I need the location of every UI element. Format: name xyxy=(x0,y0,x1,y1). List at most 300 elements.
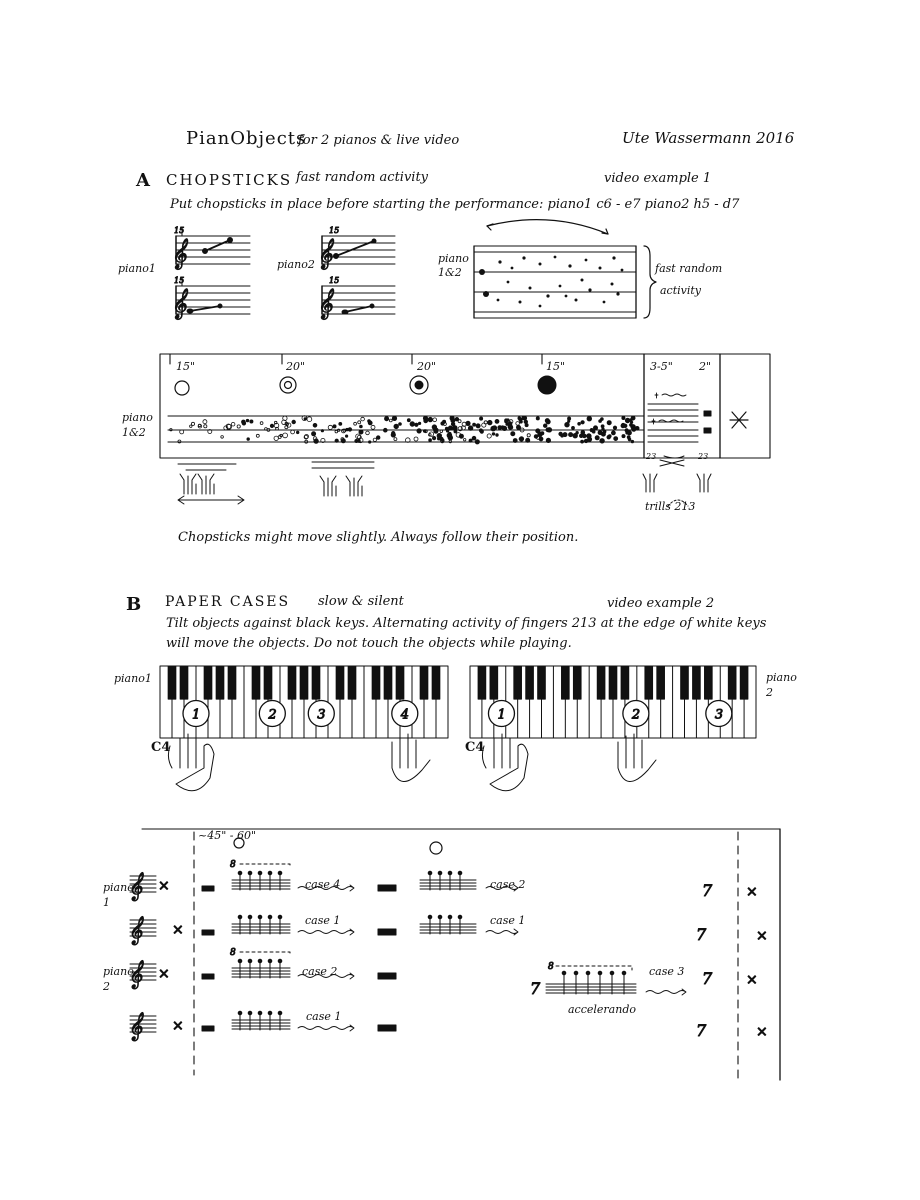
activity-dot xyxy=(391,433,395,437)
activity-dot xyxy=(434,429,438,433)
activity-dot xyxy=(437,437,440,440)
activity-dot xyxy=(602,428,605,431)
activity-dot xyxy=(513,439,517,443)
score-piano2-label: piano 2 xyxy=(103,965,134,993)
activity-dot xyxy=(341,439,345,443)
activity-dot xyxy=(280,434,282,436)
wavy-arrow xyxy=(486,929,518,935)
cross-mark: × xyxy=(172,1018,184,1034)
activity-dot xyxy=(458,420,461,423)
cross-mark: × xyxy=(172,922,184,938)
activity-dot xyxy=(410,422,415,427)
black-key xyxy=(216,666,224,699)
note-head xyxy=(278,959,282,963)
activity-dot xyxy=(569,433,573,437)
ottava-line xyxy=(556,966,632,970)
author-date: Ute Wassermann 2016 xyxy=(622,129,795,147)
activity-dot xyxy=(242,422,246,426)
activity-dot xyxy=(358,440,361,443)
activity-dot xyxy=(423,430,426,433)
treble-clef: 𝄞 xyxy=(128,916,143,944)
case-label-p2-bot-a: case 1 xyxy=(306,1010,342,1023)
ottava-8: 8 xyxy=(230,860,236,870)
activity-dot xyxy=(488,420,493,425)
paper-case-number: 3 xyxy=(317,707,326,723)
activity-dot xyxy=(468,426,473,431)
black-key xyxy=(645,666,653,699)
activity-dot xyxy=(274,436,278,440)
activity-dot xyxy=(399,423,402,426)
activity-dot xyxy=(520,420,523,423)
activity-dot xyxy=(407,419,410,422)
rest-mark: 7 xyxy=(530,979,541,998)
case-label-p1-top-a: case 4 xyxy=(305,878,341,891)
note-head xyxy=(586,971,590,975)
paper-case-number: 4 xyxy=(400,707,410,723)
time-2: 20" xyxy=(286,360,306,373)
note-head xyxy=(258,1011,262,1015)
note-head xyxy=(248,871,252,875)
score-frame xyxy=(142,829,780,1080)
activity-dot xyxy=(568,417,571,420)
activity-dot xyxy=(339,422,342,425)
wavy-arrow xyxy=(646,989,686,995)
activity-dot xyxy=(473,423,476,426)
black-key xyxy=(288,666,296,699)
label-piano2: piano2 xyxy=(277,258,315,271)
activity-dot xyxy=(429,434,432,437)
fermata-1 xyxy=(234,838,244,848)
section-b-title: PAPER CASES xyxy=(165,594,291,610)
label-fast-random: fast random xyxy=(655,262,723,275)
activity-dot xyxy=(292,420,296,424)
black-key xyxy=(204,666,212,699)
activity-dot xyxy=(496,434,499,437)
activity-dot xyxy=(545,419,549,423)
activity-dot xyxy=(368,421,372,425)
keyboard-piano2 xyxy=(470,666,756,738)
activity-dot xyxy=(511,432,515,436)
black-key xyxy=(490,666,498,699)
note-head xyxy=(258,871,262,875)
activity-dot xyxy=(307,417,312,422)
activity-dot xyxy=(480,417,483,420)
activity-dot xyxy=(442,439,445,442)
activity-dot xyxy=(547,428,552,433)
score-events xyxy=(202,860,768,1040)
activity-dot xyxy=(502,426,506,430)
activity-dot xyxy=(250,420,253,423)
activity-dot xyxy=(429,432,433,436)
score-duration: ~45" - 60" xyxy=(198,829,257,842)
time-5: 3-5" xyxy=(650,360,673,373)
activity-dot xyxy=(625,418,630,423)
activity-dot xyxy=(448,426,452,430)
activity-dot xyxy=(631,440,634,443)
activity-dot xyxy=(441,422,444,425)
black-key xyxy=(228,666,236,699)
section-a-instruction: Put chopsticks in place before starting the performance: piano1 c6 - e7 piano2 h5 - d7 xyxy=(170,197,740,212)
section-a-note: Chopsticks might move slightly. Always follow their position. xyxy=(178,530,579,545)
note-head xyxy=(238,915,242,919)
treble-clef-4: 𝄞 xyxy=(317,289,333,319)
activity-dot xyxy=(516,422,520,426)
activity-dot xyxy=(418,422,420,424)
activity-dot xyxy=(333,425,336,428)
black-key xyxy=(562,666,570,699)
rest-mark: 7 xyxy=(696,925,707,944)
label-piano12: piano 1&2 xyxy=(438,252,469,279)
rest-mark: 7 xyxy=(702,969,713,988)
cross-mark: × xyxy=(158,966,170,982)
random-activity-box xyxy=(474,220,656,318)
note-head xyxy=(438,871,442,875)
case-label-p1-top-b: case 2 xyxy=(490,878,526,891)
activity-dot xyxy=(598,431,602,435)
activity-dot xyxy=(274,421,277,424)
case-block xyxy=(202,886,214,891)
accelerando-label: accelerando xyxy=(568,1003,636,1016)
activity-dot xyxy=(453,426,458,431)
note-head xyxy=(268,915,272,919)
black-key xyxy=(657,666,665,699)
ottava-8: 8 xyxy=(230,948,236,958)
activity-dot xyxy=(536,417,539,420)
black-key xyxy=(384,666,392,699)
activity-dot xyxy=(346,428,349,431)
activity-dot xyxy=(392,416,396,420)
treble-clef: 𝄞 xyxy=(128,872,143,900)
activity-dot xyxy=(451,418,455,422)
activity-dot xyxy=(366,431,370,435)
activity-dot xyxy=(614,437,618,441)
activity-dot xyxy=(572,426,575,429)
activity-dot xyxy=(526,438,530,442)
wavy-arrow xyxy=(298,1025,354,1031)
black-key xyxy=(478,666,486,699)
activity-dot xyxy=(510,426,513,429)
black-key xyxy=(514,666,522,699)
note-head xyxy=(238,871,242,875)
label-activity: activity xyxy=(660,284,702,297)
activity-dot xyxy=(383,428,387,432)
c4-label-2: C4 xyxy=(465,740,485,755)
activity-dot xyxy=(389,419,392,422)
case-label-p2-top-c: case 3 xyxy=(649,965,685,978)
end-cross: × xyxy=(746,972,758,988)
keyboard-piano2-label: piano 2 xyxy=(766,671,797,699)
activity-dot xyxy=(415,423,417,425)
activity-dot xyxy=(358,421,361,424)
activity-dot xyxy=(265,428,268,431)
time-3: 20" xyxy=(417,360,437,373)
activity-dot xyxy=(361,417,365,421)
activity-dot xyxy=(359,430,363,434)
activity-dot xyxy=(479,429,482,432)
activity-dot xyxy=(464,439,466,441)
wavy-arrow xyxy=(298,885,354,891)
note-head xyxy=(458,915,462,919)
black-key xyxy=(264,666,272,699)
note-head xyxy=(562,971,566,975)
black-key xyxy=(740,666,748,699)
case-block xyxy=(378,885,396,891)
case-block xyxy=(378,929,396,935)
black-key xyxy=(597,666,605,699)
activity-dot xyxy=(587,416,592,421)
ottava-line xyxy=(240,864,290,868)
black-key xyxy=(728,666,736,699)
note-head xyxy=(610,971,614,975)
end-cross: × xyxy=(756,928,768,944)
case-block xyxy=(378,1025,396,1031)
activity-dot xyxy=(312,432,316,436)
time-1: 15" xyxy=(176,360,196,373)
activity-dot xyxy=(628,438,631,441)
case-label-p1-bot-a: case 1 xyxy=(305,914,341,927)
end-cross: × xyxy=(756,1024,768,1040)
black-key xyxy=(420,666,428,699)
note-head xyxy=(448,915,452,919)
finger-num-2: 23 xyxy=(698,452,709,461)
score-staves xyxy=(128,872,184,1041)
activity-dot xyxy=(595,436,599,440)
activity-dot xyxy=(313,423,317,427)
note-head xyxy=(268,871,272,875)
activity-dot xyxy=(432,436,435,439)
activity-dot xyxy=(519,438,522,441)
activity-dot xyxy=(611,431,615,435)
paper-case-number: 1 xyxy=(192,707,201,723)
rest-mark: 7 xyxy=(696,1021,707,1040)
activity-dot xyxy=(423,416,427,420)
note-head xyxy=(278,871,282,875)
activity-dot xyxy=(565,422,570,427)
activity-dot xyxy=(487,434,491,438)
black-key xyxy=(705,666,713,699)
activity-dot xyxy=(376,436,380,440)
activity-dot xyxy=(632,427,636,431)
activity-dot xyxy=(601,425,604,428)
activity-dot xyxy=(578,422,581,425)
activity-dot xyxy=(524,420,528,424)
wavy-arrow xyxy=(298,973,354,979)
rest-mark: 7 xyxy=(702,881,713,900)
trills-block xyxy=(652,393,748,433)
black-key xyxy=(336,666,344,699)
note-head xyxy=(268,1011,272,1015)
activity-dot xyxy=(538,432,543,437)
activity-dot xyxy=(394,424,399,429)
activity-dot xyxy=(369,441,371,443)
section-a-tempo: fast random activity xyxy=(296,170,429,185)
piano1-chopstick-staves xyxy=(176,228,250,314)
case-block xyxy=(202,974,214,979)
activity-dot xyxy=(469,439,472,442)
activity-dot xyxy=(335,439,338,442)
cross-mark: × xyxy=(158,878,170,894)
black-key xyxy=(621,666,629,699)
activity-dot xyxy=(627,431,631,435)
treble-clef-1: 𝄞 xyxy=(171,239,187,269)
finger-num-1: 23 xyxy=(646,452,657,461)
section-b-instruction-2: will move the objects. Do not touch the objects while playing. xyxy=(166,636,572,651)
black-key xyxy=(526,666,534,699)
activity-dot xyxy=(459,434,463,438)
activity-dot xyxy=(590,428,593,431)
black-key xyxy=(348,666,356,699)
activity-dot xyxy=(475,440,479,444)
activity-dot xyxy=(546,438,550,442)
paper-case-number: 1 xyxy=(497,707,506,723)
black-key xyxy=(252,666,260,699)
title: PianObjects xyxy=(186,128,307,149)
treble-clef: 𝄞 xyxy=(128,960,143,988)
activity-dot xyxy=(256,434,259,437)
piano2-chopstick-staves xyxy=(322,236,395,314)
time-6: 2" xyxy=(699,360,712,373)
black-key xyxy=(693,666,701,699)
black-key xyxy=(396,666,404,699)
activity-dot xyxy=(607,421,611,425)
note-head xyxy=(238,959,242,963)
wavy-arrow xyxy=(298,929,354,935)
activity-dot xyxy=(492,433,495,436)
black-key xyxy=(538,666,546,699)
note-head xyxy=(258,915,262,919)
activity-dot xyxy=(296,431,299,434)
activity-dot xyxy=(573,433,578,438)
case-block xyxy=(378,973,396,979)
activity-dot xyxy=(231,422,235,426)
activity-dot xyxy=(204,425,207,428)
black-key xyxy=(573,666,581,699)
activity-dot xyxy=(630,424,633,427)
label-piano1: piano1 xyxy=(118,262,156,275)
ottava-15-a: 15 xyxy=(174,226,185,235)
keyboard-piano1 xyxy=(160,666,448,738)
activity-dot xyxy=(600,439,605,444)
timeline-circles xyxy=(175,376,556,395)
score-piano1-label: piano 1 xyxy=(103,881,134,909)
note-head xyxy=(598,971,602,975)
activity-dot xyxy=(622,435,625,438)
activity-dot xyxy=(621,424,625,428)
activity-dot xyxy=(588,437,592,441)
note-head xyxy=(278,915,282,919)
hands-timeline xyxy=(178,456,711,506)
timeline xyxy=(160,354,770,458)
activity-dot xyxy=(581,440,584,443)
note-head xyxy=(448,871,452,875)
activity-dot xyxy=(608,435,611,438)
activity-dot xyxy=(508,422,512,426)
activity-dot xyxy=(525,424,528,427)
black-key xyxy=(180,666,188,699)
activity-dot xyxy=(599,420,602,423)
activity-dot xyxy=(448,432,451,435)
section-a-letter: A xyxy=(136,170,150,191)
keyboard-hands xyxy=(168,734,656,791)
activity-dot xyxy=(291,430,295,434)
ottava-15-b: 15 xyxy=(174,276,185,285)
note-head xyxy=(438,915,442,919)
note-head xyxy=(428,915,432,919)
activity-dot xyxy=(394,438,397,441)
activity-dot xyxy=(371,425,375,429)
treble-clef: 𝄞 xyxy=(128,1012,143,1040)
activity-dot xyxy=(534,435,538,439)
ottava-8: 8 xyxy=(548,962,554,972)
treble-clef-3: 𝄞 xyxy=(317,239,333,269)
note-head xyxy=(238,1011,242,1015)
paper-case-number: 2 xyxy=(631,707,641,723)
activity-dot xyxy=(516,425,520,429)
section-b-video: video example 2 xyxy=(607,596,715,611)
activity-dot xyxy=(260,422,263,425)
subtitle: for 2 pianos & live video xyxy=(298,133,460,148)
section-a-video: video example 1 xyxy=(604,171,712,186)
fermata-2 xyxy=(430,842,442,854)
activity-dot xyxy=(373,438,376,441)
note-head xyxy=(258,959,262,963)
note-head xyxy=(458,871,462,875)
activity-dot xyxy=(203,420,207,424)
ottava-15-d: 15 xyxy=(329,276,340,285)
activity-dot xyxy=(448,435,453,440)
treble-clef-2: 𝄞 xyxy=(171,289,187,319)
note-head xyxy=(574,971,578,975)
section-b-tempo: slow & silent xyxy=(318,594,404,609)
black-key xyxy=(168,666,176,699)
black-key xyxy=(372,666,380,699)
activity-dot xyxy=(495,419,499,423)
activity-dot xyxy=(428,417,433,422)
activity-dot xyxy=(190,425,192,427)
activity-dot xyxy=(385,417,389,421)
case-block xyxy=(202,930,214,935)
note-head xyxy=(622,971,626,975)
activity-dot xyxy=(285,426,288,429)
note-head xyxy=(278,1011,282,1015)
activity-dot xyxy=(429,439,432,442)
activity-dot xyxy=(522,417,525,420)
paper-case-number: 3 xyxy=(714,707,724,723)
section-b-letter: B xyxy=(126,594,142,615)
trills-label: trills 213 xyxy=(645,500,696,513)
black-key xyxy=(681,666,689,699)
activity-dot xyxy=(476,424,480,428)
note-head xyxy=(248,959,252,963)
ottava-15-c: 15 xyxy=(329,226,340,235)
activity-dot xyxy=(613,426,616,429)
activity-dot xyxy=(518,417,521,420)
timeline-row-label: piano 1&2 xyxy=(122,411,153,439)
activity-dot xyxy=(527,434,530,437)
activity-dot xyxy=(247,438,250,441)
activity-dot xyxy=(505,420,508,423)
time-4: 15" xyxy=(546,360,566,373)
black-key xyxy=(432,666,440,699)
activity-dot xyxy=(491,426,496,431)
black-key xyxy=(300,666,308,699)
wavy-arrow xyxy=(486,885,518,891)
activity-dot xyxy=(328,425,332,429)
black-key xyxy=(312,666,320,699)
activity-dot xyxy=(246,419,249,422)
keyboard-piano1-label: piano1 xyxy=(114,672,152,685)
activity-dot xyxy=(559,432,563,436)
